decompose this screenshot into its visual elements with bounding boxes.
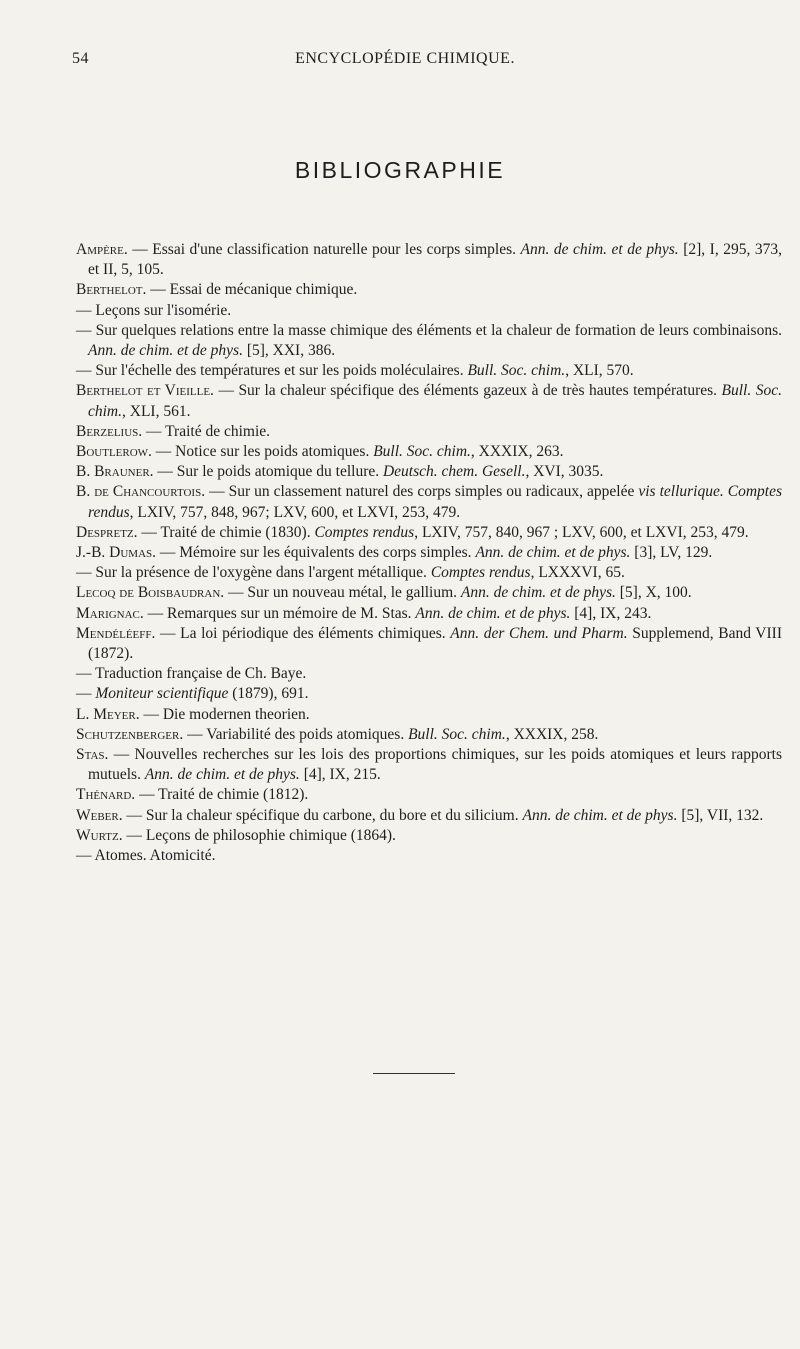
entry-author: J.-B. Dumas. (76, 544, 157, 562)
entry-references: , XLI, 561. (122, 402, 191, 420)
entry-journal: Bull. Soc. chim. (373, 443, 471, 461)
entry-title: — Sur la présence de l'oxygène dans l'argent métallique. (76, 564, 431, 582)
entry-author: L. Meyer. (76, 705, 140, 723)
entry-title: — Remarques sur un mémoire de M. Stas. (143, 604, 416, 622)
entry-title: — Sur l'échelle des températures et sur les poids moléculaires. (76, 362, 468, 380)
entry-title: — Leçons de philosophie chimique (1864). (122, 826, 396, 844)
entry-title: — Essai d'une classification naturelle pour les corps simples. (127, 241, 521, 258)
end-rule (373, 1073, 455, 1074)
entry-references: Supplemend, Band VIII (1872). (88, 624, 782, 663)
entry-references: [5], XXI, 386. (242, 342, 336, 360)
bibliography-entry (76, 462, 782, 482)
bibliography-entry (76, 381, 782, 421)
entry-journal: Ann. der Chem. und Pharm. (450, 624, 628, 642)
running-title: ENCYCLOPÉDIE CHIMIQUE. (295, 50, 515, 67)
entry-journal: Bull. Soc. chim. (408, 725, 506, 743)
entry-title: — Sur la chaleur spécifique du carbone, du bore et du silicium. (122, 806, 523, 824)
bibliography-entry (76, 422, 782, 442)
bibliography-entry (76, 361, 782, 381)
bibliography-entry (76, 684, 782, 704)
entry-references: , LXIV, 757, 848, 967; LXV, 600, et LXVI, 253, 479. (129, 503, 461, 521)
entry-author: B. Brauner. (76, 463, 154, 481)
entry-journal: Moniteur scientifique (95, 685, 229, 703)
running-head (72, 50, 738, 76)
entry-references: (1879), 691. (228, 685, 309, 703)
entry-title: — Mémoire sur les équivalents des corps simples. (156, 544, 476, 562)
entry-references: [4], IX, 215. (299, 766, 381, 784)
entry-title: — La loi périodique des éléments chimiques. (155, 624, 451, 642)
entry-author: B. de Chancourtois. (76, 483, 206, 501)
entry-journal: Deutsch. chem. Gesell. (382, 463, 526, 481)
bibliography-entry (76, 705, 782, 725)
entry-author: Berthelot. (76, 281, 147, 299)
entry-author: Mendéléeff. (76, 624, 156, 642)
bibliography-entry (76, 301, 782, 321)
entry-title: — Traduction française de Ch. Baye. (76, 665, 307, 683)
entry-title: — Leçons sur l'isomérie. (76, 301, 232, 319)
entry-references: [3], LV, 129. (630, 544, 713, 562)
entry-title: — (76, 685, 96, 703)
entry-title: — Sur le poids atomique du tellure. (153, 463, 383, 481)
bibliography-entry (76, 826, 782, 846)
entry-author: Thénard. (76, 786, 136, 804)
entry-journal: Ann. de chim. et de phys. (475, 544, 631, 562)
bibliography-entry (76, 664, 782, 684)
bibliography-entry (76, 725, 782, 745)
bibliography-entry (76, 280, 782, 300)
entry-references: [2], I, 295, 373, et II, 5, 105. (88, 241, 782, 279)
entry-title: — Variabilité des poids atomiques. (183, 725, 409, 743)
entry-title: — Die modernen theorien. (139, 705, 310, 723)
entry-journal: Ann. de chim. et de phys. (144, 766, 300, 784)
entry-title: — Nouvelles recherches sur les lois des proportions chimiques, sur les poids atomiques et leurs rapports mutuels. (88, 746, 782, 784)
page-number: 54 (72, 50, 89, 67)
bibliography-entry (76, 321, 782, 361)
entry-journal: Ann. de chim. et de phys. (88, 342, 243, 360)
entry-references: , XVI, 3035. (525, 463, 604, 481)
bibliography-entry (76, 745, 782, 785)
entry-references: [4], IX, 243. (570, 604, 652, 622)
section-title: BIBLIOGRAPHIE (294, 157, 506, 183)
entry-title: — Sur un nouveau métal, le gallium. (224, 584, 461, 602)
bibliography-entry (76, 543, 782, 563)
entry-title: — Sur la chaleur spécifique des éléments gazeux à de très hautes températures. (213, 382, 722, 400)
entry-references: , LXXXVI, 65. (530, 564, 625, 582)
entry-author: Stas. (76, 746, 109, 764)
bibliography-entry (76, 624, 782, 664)
entry-author: Schutzenberger. (76, 725, 184, 743)
entry-author: Marignac. (76, 604, 144, 622)
entry-journal: Ann. de chim. et de phys. (460, 584, 616, 602)
entry-references: , LXIV, 757, 840, 967 ; LXV, 600, et LXVI, 253, 479. (414, 523, 749, 541)
entry-title: — Traité de chimie. (142, 422, 271, 440)
entry-references: [5], VII, 132. (677, 806, 764, 824)
entry-references: , XLI, 570. (565, 362, 634, 380)
entry-author: Boutlerow. (76, 443, 152, 461)
bibliography-entry (76, 846, 782, 866)
entry-journal: vis tellurique. Comptes rendus (88, 483, 782, 521)
entry-journal: Ann. de chim. et de phys. (520, 241, 679, 258)
entry-title: — Sur un classement naturel des corps simples ou radicaux, appelée (205, 483, 639, 501)
entry-author: Berzelius. (76, 422, 143, 440)
entry-journal: Comptes rendus (430, 564, 531, 582)
entry-title: — Essai de mécanique chimique. (146, 281, 358, 299)
entry-journal: Ann. de chim. et de phys. (522, 806, 678, 824)
bibliography-entry (76, 442, 782, 462)
entry-title: — Sur quelques relations entre la masse chimique des éléments et la chaleur de formation de leurs combinaisons. (76, 321, 782, 339)
entry-references: , XXXIX, 263. (470, 443, 564, 461)
entry-author: Despretz. (76, 523, 138, 541)
bibliography-entry (76, 583, 782, 603)
bibliography-entry (76, 240, 782, 280)
entry-title: — Traité de chimie (1812). (135, 786, 309, 804)
entry-author: Berthelot et Vieille. (76, 382, 214, 400)
entry-title: — Traité de chimie (1830). (137, 523, 315, 541)
entry-references: , XXXIX, 258. (505, 725, 599, 743)
bibliography-list (76, 240, 782, 866)
bibliography-entry (76, 482, 782, 522)
entry-author: Ampère. (76, 241, 128, 258)
entry-journal: Ann. de chim. et de phys. (415, 604, 571, 622)
bibliography-entry (76, 604, 782, 624)
entry-title: — Atomes. Atomicité. (76, 847, 216, 865)
entry-journal: Comptes rendus (314, 523, 415, 541)
bibliography-entry (76, 563, 782, 583)
entry-author: Wurtz. (76, 826, 123, 844)
bibliography-entry (76, 785, 782, 805)
bibliography-entry (76, 806, 782, 826)
entry-title: — Notice sur les poids atomiques. (151, 443, 374, 461)
entry-journal: Bull. Soc. chim. (88, 382, 782, 420)
entry-references: [5], X, 100. (615, 584, 692, 602)
entry-journal: Bull. Soc. chim. (467, 362, 566, 380)
bibliography-entry (76, 523, 782, 543)
entry-author: Lecoq de Boisbaudran. (76, 584, 225, 602)
entry-author: Weber. (76, 806, 123, 824)
